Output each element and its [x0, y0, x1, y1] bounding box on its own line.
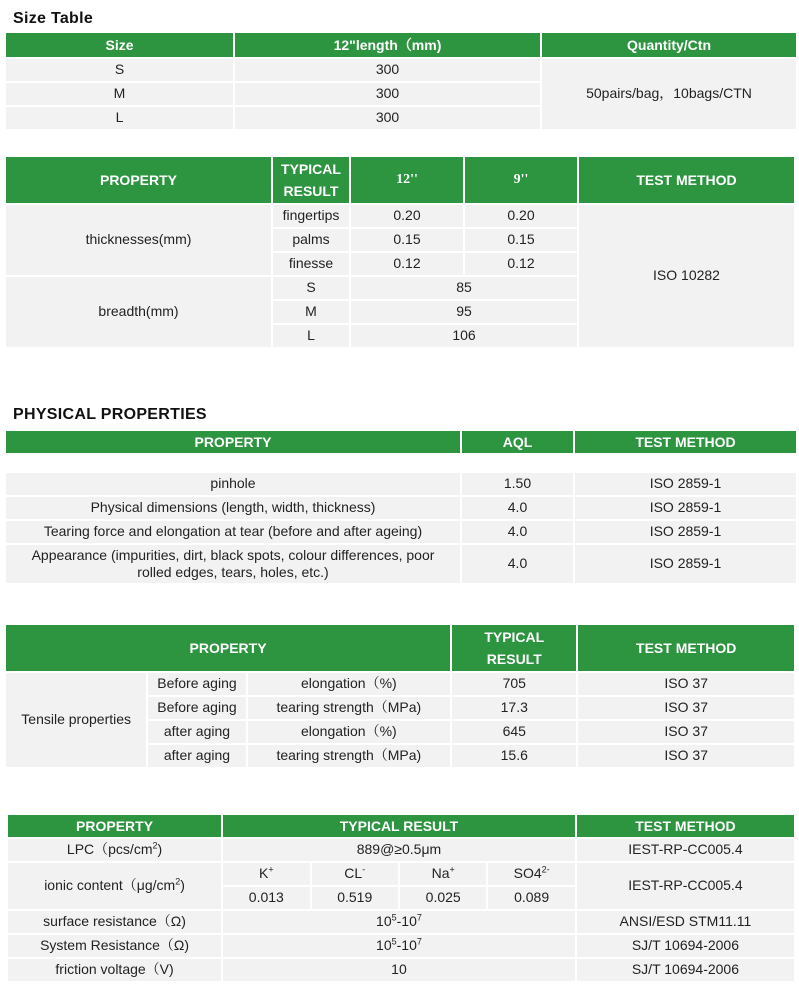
property-header: PROPERTY: [6, 157, 271, 203]
table-row: [6, 205, 794, 227]
size-cell: L: [6, 107, 233, 129]
part-cell: fingertips: [273, 205, 349, 227]
typical-line2: RESULT: [486, 651, 542, 667]
breadth-value-cell: 106: [351, 325, 577, 347]
test-method-header: TEST METHOD: [579, 157, 794, 203]
friction-label: friction voltage（V): [8, 959, 221, 981]
typical-line1: TYPICAL: [484, 628, 545, 645]
measure-cell: tearing strength（MPa): [248, 745, 451, 767]
breadth-value-cell: 95: [351, 301, 577, 323]
state-cell: after aging: [148, 721, 245, 743]
table-row: [8, 935, 794, 957]
size-cell: M: [6, 83, 233, 105]
typical-result-header: TYPICAL RESULT: [223, 815, 575, 837]
typical-result-header: [273, 157, 349, 203]
measure-cell: elongation（%): [248, 721, 451, 743]
lpc-value: 889@≥0.5μm: [223, 839, 575, 861]
value9-cell: 0.12: [465, 253, 577, 275]
electrical-table: [6, 813, 796, 983]
table-row: [6, 59, 796, 81]
quantity-header: Quantity/Ctn: [542, 33, 796, 57]
aql-cell: 1.50: [462, 473, 573, 495]
method-cell: ISO 37: [578, 673, 794, 695]
state-cell: after aging: [148, 745, 245, 767]
table-row: [6, 545, 796, 583]
test-method-header: TEST METHOD: [578, 625, 794, 671]
ionic-method: IEST-RP-CC005.4: [577, 863, 794, 909]
ion-value: 0.025: [400, 887, 486, 909]
method-cell: ISO 2859-1: [575, 473, 796, 495]
property-header: PROPERTY: [6, 625, 450, 671]
size-cell: S: [6, 59, 233, 81]
ion-name: $SO4^{2-}$: [488, 863, 574, 885]
breadth-size-cell: M: [273, 301, 349, 323]
method-cell: ISO 37: [578, 745, 794, 767]
aql-cell: 4.0: [462, 545, 573, 583]
ion-value: 0.089: [488, 887, 574, 909]
ionic-label: ionic $content(\mu g/cm^2)$: [8, 863, 221, 909]
state-cell: Before aging: [148, 697, 245, 719]
length-cell: 300: [235, 83, 540, 105]
breadth-size-cell: S: [273, 277, 349, 299]
typical-result-header: [452, 625, 576, 671]
quantity-cell: 50pairs/bag，10bags/CTN: [542, 59, 796, 129]
test-method-header: TEST METHOD: [575, 431, 796, 453]
property-header: PROPERTY: [6, 431, 460, 453]
surface-label: surface resistance（Ω): [8, 911, 221, 933]
state-cell: Before aging: [148, 673, 245, 695]
value-cell: 645: [452, 721, 576, 743]
table-row: [8, 839, 794, 861]
table-row: [6, 497, 796, 519]
table-row: [8, 911, 794, 933]
length-header: 12"length（mm): [235, 33, 540, 57]
lpc-method: IEST-RP-CC005.4: [577, 839, 794, 861]
breadth-value-cell: 85: [351, 277, 577, 299]
part-cell: finesse: [273, 253, 349, 275]
value-cell: 15.6: [452, 745, 576, 767]
size9-header: 9'': [465, 157, 577, 203]
table-row: [6, 673, 794, 695]
spacer-cell: [6, 455, 796, 471]
method-cell: ISO 2859-1: [575, 497, 796, 519]
property-cell: Appearance (impurities, dirt, black spots, colour differences, poor rolled edges, tears, holes, etc.): [6, 545, 460, 583]
tensile-label: Tensile properties: [6, 673, 146, 767]
ion-value: 0.519: [312, 887, 398, 909]
length-cell: 300: [235, 59, 540, 81]
size-table-title: Size Table: [13, 10, 94, 27]
value12-cell: 0.15: [351, 229, 463, 251]
ion-name: Na+: [400, 863, 486, 885]
breadth-label: breadth(mm): [6, 277, 271, 347]
thickness-label: thicknesses(mm): [6, 205, 271, 275]
table-row: [6, 521, 796, 543]
size-header: Size: [6, 33, 233, 57]
size12-header: 12'': [351, 157, 463, 203]
breadth-size-cell: L: [273, 325, 349, 347]
test-method-header: TEST METHOD: [577, 815, 794, 837]
surface-method: ANSI/ESD STM11.11: [577, 911, 794, 933]
system-value: $10^5-10^7$: [223, 935, 575, 957]
friction-method: SJ/T 10694-2006: [577, 959, 794, 981]
property-header: PROPERTY: [8, 815, 221, 837]
table-row: [8, 863, 794, 885]
lpc-label: $LPC(pcs/cm^2)$: [8, 839, 221, 861]
value12-cell: 0.12: [351, 253, 463, 275]
method-cell: ISO 2859-1: [575, 545, 796, 583]
size-table: [4, 31, 798, 131]
system-label: System Resistance（Ω): [8, 935, 221, 957]
surface-value: $10^5-10^7$: [223, 911, 575, 933]
aql-cell: 4.0: [462, 521, 573, 543]
ion-name: K+: [223, 863, 309, 885]
physical-properties-title: PHYSICAL PROPERTIES: [13, 406, 207, 423]
property-cell: Physical dimensions (length, width, thickness): [6, 497, 460, 519]
ion-name: CL-: [312, 863, 398, 885]
measure-cell: elongation（%): [248, 673, 451, 695]
thickness-table: [4, 155, 796, 349]
part-cell: palms: [273, 229, 349, 251]
aql-header: AQL: [462, 431, 573, 453]
method-cell: ISO 37: [578, 697, 794, 719]
test-method-cell: ISO 10282: [579, 205, 794, 347]
property-cell: Tearing force and elongation at tear (before and after ageing): [6, 521, 460, 543]
method-cell: ISO 37: [578, 721, 794, 743]
physical-table: [4, 429, 798, 585]
system-method: SJ/T 10694-2006: [577, 935, 794, 957]
friction-value: 10: [223, 959, 575, 981]
value9-cell: 0.20: [465, 205, 577, 227]
method-cell: ISO 2859-1: [575, 521, 796, 543]
typical-line1: TYPICAL: [281, 160, 341, 177]
value12-cell: 0.20: [351, 205, 463, 227]
tensile-table: [4, 623, 796, 769]
property-cell: pinhole: [6, 473, 460, 495]
measure-cell: tearing strength（MPa): [248, 697, 451, 719]
value-cell: 17.3: [452, 697, 576, 719]
ion-value: 0.013: [223, 887, 309, 909]
spacer-row: [6, 455, 796, 471]
value-cell: 705: [452, 673, 576, 695]
table-row: [8, 959, 794, 981]
value9-cell: 0.15: [465, 229, 577, 251]
length-cell: 300: [235, 107, 540, 129]
aql-cell: 4.0: [462, 497, 573, 519]
table-row: [6, 473, 796, 495]
typical-line2: RESULT: [283, 183, 339, 199]
